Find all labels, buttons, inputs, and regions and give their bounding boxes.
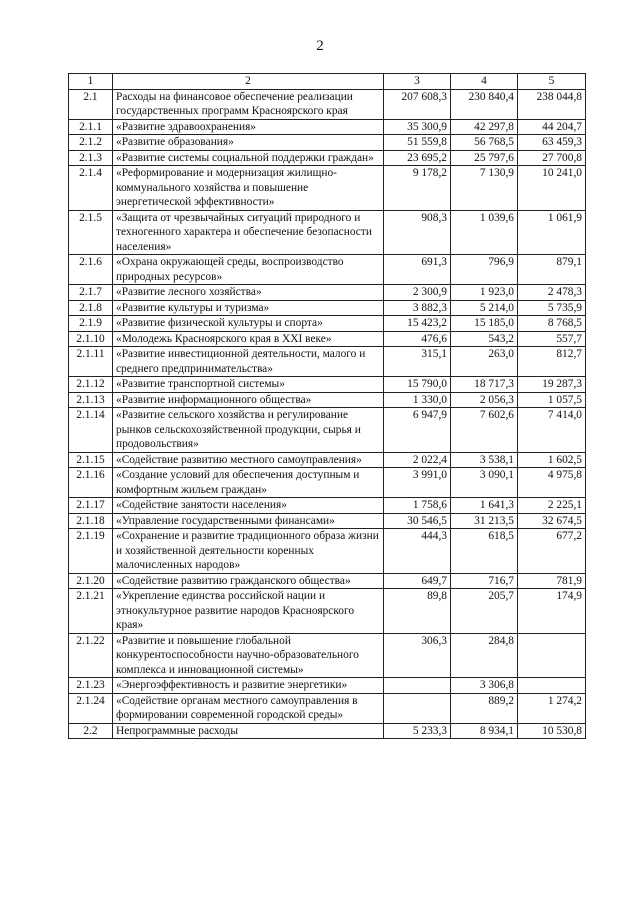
value-col3-cell: 2 022,4 [384, 452, 451, 468]
value-col4-cell: 31 213,5 [451, 513, 518, 529]
row-number-cell: 2.1.11 [69, 347, 113, 377]
value-col5-cell: 44 204,7 [518, 119, 586, 135]
value-col5-cell: 1 274,2 [518, 693, 586, 723]
row-number-cell: 2.1.21 [69, 589, 113, 634]
value-col4-cell: 3 090,1 [451, 468, 518, 498]
value-col3-cell: 15 423,2 [384, 316, 451, 332]
value-col5-cell: 1 061,9 [518, 210, 586, 255]
table-row [69, 408, 586, 453]
row-name-cell: «Развитие лесного хозяйства» [113, 285, 384, 301]
value-col3-cell: 476,6 [384, 331, 451, 347]
value-col4-cell: 716,7 [451, 573, 518, 589]
value-col5-cell: 10 241,0 [518, 166, 586, 211]
row-name-cell: «Реформирование и модернизация жилищно-коммунального хозяйства и повышение энергетической эффективности» [113, 166, 384, 211]
row-number-cell: 2.1.20 [69, 573, 113, 589]
value-col5-cell: 8 768,5 [518, 316, 586, 332]
value-col3-cell: 649,7 [384, 573, 451, 589]
table-row [69, 347, 586, 377]
row-name-cell: «Развитие инвестиционной деятельности, малого и среднего предпринимательства» [113, 347, 384, 377]
row-number-cell: 2.1.9 [69, 316, 113, 332]
row-name-cell: Непрограммные расходы [113, 723, 384, 739]
value-col5-cell: 4 975,8 [518, 468, 586, 498]
row-name-cell: «Развитие здравоохранения» [113, 119, 384, 135]
row-number-cell: 2.1.3 [69, 150, 113, 166]
value-col5-cell: 5 735,9 [518, 300, 586, 316]
value-col3-cell: 89,8 [384, 589, 451, 634]
value-col5-cell: 7 414,0 [518, 408, 586, 453]
value-col4-cell: 796,9 [451, 255, 518, 285]
value-col5-cell: 677,2 [518, 529, 586, 574]
row-name-cell: Расходы на финансовое обеспечение реализации государственных программ Красноярского края [113, 89, 384, 119]
table-row [69, 166, 586, 211]
header-cell: 2 [113, 74, 384, 90]
table-row [69, 529, 586, 574]
value-col5-cell [518, 678, 586, 694]
value-col3-cell: 15 790,0 [384, 377, 451, 393]
row-name-cell: «Содействие занятости населения» [113, 498, 384, 514]
value-col3-cell: 2 300,9 [384, 285, 451, 301]
value-col3-cell: 6 947,9 [384, 408, 451, 453]
value-col5-cell: 174,9 [518, 589, 586, 634]
row-name-cell: «Укрепление единства российской нации и этнокультурное развитие народов Красноярского края» [113, 589, 384, 634]
header-cell: 3 [384, 74, 451, 90]
table-row [69, 723, 586, 739]
budget-table [68, 73, 586, 739]
table-row [69, 210, 586, 255]
value-col3-cell: 691,3 [384, 255, 451, 285]
value-col5-cell: 557,7 [518, 331, 586, 347]
value-col4-cell: 8 934,1 [451, 723, 518, 739]
value-col4-cell: 3 306,8 [451, 678, 518, 694]
row-name-cell: «Развитие системы социальной поддержки граждан» [113, 150, 384, 166]
value-col5-cell: 63 459,3 [518, 135, 586, 151]
value-col4-cell: 284,8 [451, 633, 518, 678]
row-number-cell: 2.1 [69, 89, 113, 119]
value-col3-cell: 3 882,3 [384, 300, 451, 316]
value-col5-cell: 32 674,5 [518, 513, 586, 529]
row-number-cell: 2.2 [69, 723, 113, 739]
row-number-cell: 2.1.23 [69, 678, 113, 694]
table-row [69, 300, 586, 316]
table-row [69, 693, 586, 723]
table-row [69, 498, 586, 514]
value-col3-cell: 908,3 [384, 210, 451, 255]
value-col3-cell: 5 233,3 [384, 723, 451, 739]
row-number-cell: 2.1.12 [69, 377, 113, 393]
value-col3-cell: 30 546,5 [384, 513, 451, 529]
table-row [69, 392, 586, 408]
row-number-cell: 2.1.22 [69, 633, 113, 678]
row-name-cell: «Энергоэффективность и развитие энергетики» [113, 678, 384, 694]
table-row [69, 331, 586, 347]
value-col4-cell: 205,7 [451, 589, 518, 634]
value-col4-cell: 230 840,4 [451, 89, 518, 119]
value-col4-cell: 2 056,3 [451, 392, 518, 408]
value-col4-cell: 42 297,8 [451, 119, 518, 135]
value-col3-cell: 207 608,3 [384, 89, 451, 119]
value-col4-cell: 7 602,6 [451, 408, 518, 453]
table-row [69, 255, 586, 285]
value-col4-cell: 7 130,9 [451, 166, 518, 211]
value-col4-cell: 3 538,1 [451, 452, 518, 468]
table-row [69, 377, 586, 393]
value-col3-cell: 35 300,9 [384, 119, 451, 135]
page-number: 2 [316, 38, 324, 54]
value-col5-cell: 19 287,3 [518, 377, 586, 393]
row-number-cell: 2.1.6 [69, 255, 113, 285]
row-number-cell: 2.1.2 [69, 135, 113, 151]
table-header-row [69, 74, 586, 90]
value-col4-cell: 56 768,5 [451, 135, 518, 151]
row-name-cell: «Содействие развитию местного самоуправления» [113, 452, 384, 468]
row-number-cell: 2.1.1 [69, 119, 113, 135]
row-number-cell: 2.1.16 [69, 468, 113, 498]
value-col3-cell: 9 178,2 [384, 166, 451, 211]
table-row [69, 89, 586, 119]
table-row [69, 513, 586, 529]
value-col3-cell: 306,3 [384, 633, 451, 678]
value-col4-cell: 263,0 [451, 347, 518, 377]
row-name-cell: «Развитие образования» [113, 135, 384, 151]
table-row [69, 468, 586, 498]
value-col5-cell: 781,9 [518, 573, 586, 589]
table-row [69, 452, 586, 468]
table-row [69, 633, 586, 678]
value-col3-cell: 315,1 [384, 347, 451, 377]
row-name-cell: «Защита от чрезвычайных ситуаций природного и техногенного характера и обеспечение безопасности населения» [113, 210, 384, 255]
row-number-cell: 2.1.18 [69, 513, 113, 529]
row-name-cell: «Сохранение и развитие традиционного образа жизни и хозяйственной деятельности коренных малочисленных народов» [113, 529, 384, 574]
row-name-cell: «Развитие культуры и туризма» [113, 300, 384, 316]
row-number-cell: 2.1.19 [69, 529, 113, 574]
row-number-cell: 2.1.17 [69, 498, 113, 514]
value-col3-cell: 1 758,6 [384, 498, 451, 514]
header-cell: 4 [451, 74, 518, 90]
row-name-cell: «Развитие транспортной системы» [113, 377, 384, 393]
row-name-cell: «Развитие физической культуры и спорта» [113, 316, 384, 332]
value-col5-cell: 2 225,1 [518, 498, 586, 514]
row-number-cell: 2.1.15 [69, 452, 113, 468]
table-body [69, 89, 586, 739]
value-col5-cell: 879,1 [518, 255, 586, 285]
value-col4-cell: 618,5 [451, 529, 518, 574]
value-col5-cell: 10 530,8 [518, 723, 586, 739]
row-name-cell: «Развитие и повышение глобальной конкурентоспособности научно-образовательного комплекса и инновационной системы» [113, 633, 384, 678]
value-col4-cell: 1 039,6 [451, 210, 518, 255]
value-col3-cell: 444,3 [384, 529, 451, 574]
row-name-cell: «Содействие органам местного самоуправления в формировании современной городской среды» [113, 693, 384, 723]
value-col4-cell: 1 923,0 [451, 285, 518, 301]
row-number-cell: 2.1.4 [69, 166, 113, 211]
table-row [69, 285, 586, 301]
row-number-cell: 2.1.8 [69, 300, 113, 316]
table-row [69, 150, 586, 166]
header-cell: 5 [518, 74, 586, 90]
table-row [69, 119, 586, 135]
row-name-cell: «Развитие сельского хозяйства и регулирование рынков сельскохозяйственной продукции, сырья и продовольствия» [113, 408, 384, 453]
value-col4-cell: 25 797,6 [451, 150, 518, 166]
row-number-cell: 2.1.7 [69, 285, 113, 301]
value-col3-cell [384, 693, 451, 723]
row-name-cell: «Охрана окружающей среды, воспроизводство природных ресурсов» [113, 255, 384, 285]
row-name-cell: «Молодежь Красноярского края в XXI веке» [113, 331, 384, 347]
header-cell: 1 [69, 74, 113, 90]
row-name-cell: «Содействие развитию гражданского общества» [113, 573, 384, 589]
value-col5-cell: 238 044,8 [518, 89, 586, 119]
value-col4-cell: 15 185,0 [451, 316, 518, 332]
value-col4-cell: 5 214,0 [451, 300, 518, 316]
value-col3-cell: 3 991,0 [384, 468, 451, 498]
row-name-cell: «Создание условий для обеспечения доступным и комфортным жильем граждан» [113, 468, 384, 498]
value-col3-cell: 51 559,8 [384, 135, 451, 151]
value-col3-cell [384, 678, 451, 694]
table-row [69, 589, 586, 634]
row-number-cell: 2.1.10 [69, 331, 113, 347]
row-number-cell: 2.1.13 [69, 392, 113, 408]
value-col5-cell: 1 602,5 [518, 452, 586, 468]
table-row [69, 678, 586, 694]
row-name-cell: «Управление государственными финансами» [113, 513, 384, 529]
value-col5-cell: 2 478,3 [518, 285, 586, 301]
table-row [69, 573, 586, 589]
value-col5-cell [518, 633, 586, 678]
value-col3-cell: 1 330,0 [384, 392, 451, 408]
table-row [69, 316, 586, 332]
value-col5-cell: 812,7 [518, 347, 586, 377]
value-col4-cell: 18 717,3 [451, 377, 518, 393]
row-number-cell: 2.1.14 [69, 408, 113, 453]
value-col4-cell: 1 641,3 [451, 498, 518, 514]
value-col3-cell: 23 695,2 [384, 150, 451, 166]
value-col4-cell: 543,2 [451, 331, 518, 347]
table-row [69, 135, 586, 151]
row-number-cell: 2.1.24 [69, 693, 113, 723]
value-col4-cell: 889,2 [451, 693, 518, 723]
row-number-cell: 2.1.5 [69, 210, 113, 255]
value-col5-cell: 27 700,8 [518, 150, 586, 166]
row-name-cell: «Развитие информационного общества» [113, 392, 384, 408]
value-col5-cell: 1 057,5 [518, 392, 586, 408]
